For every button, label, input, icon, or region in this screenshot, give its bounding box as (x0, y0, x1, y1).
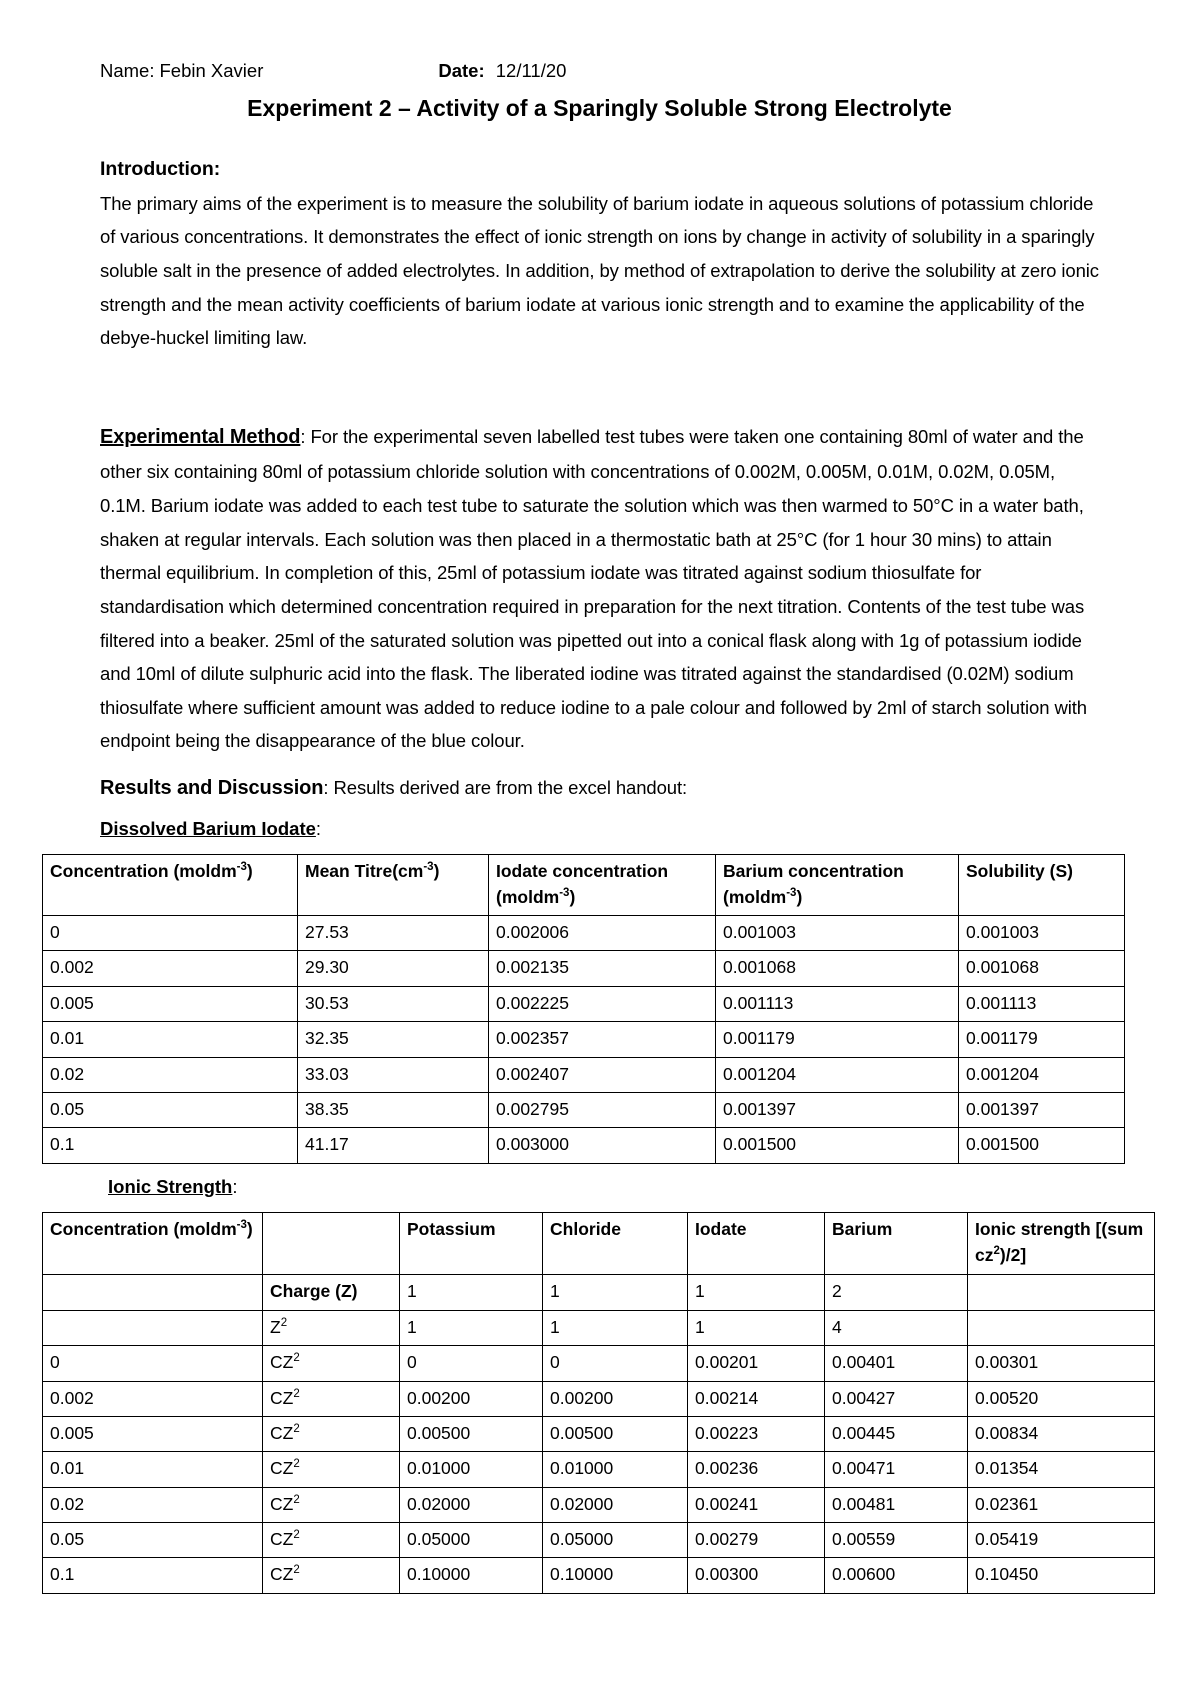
h-sup: -3 (559, 886, 570, 899)
table-row (43, 1558, 1155, 1593)
cell: 0.02000 (543, 1487, 688, 1522)
cell: 0.002357 (489, 1022, 716, 1057)
cell: 0.001500 (716, 1128, 959, 1163)
h-text: Ionic strength [(sum cz (975, 1219, 1144, 1265)
cell: 0 (543, 1346, 688, 1381)
cell: 0.002006 (489, 916, 716, 951)
table2-header-row (43, 1213, 1155, 1275)
cell: 0.00520 (968, 1381, 1155, 1416)
cell: 0.1 (43, 1558, 263, 1593)
cell: 0.02361 (968, 1487, 1155, 1522)
cz-sup: 2 (293, 1423, 300, 1436)
cell: 0.001397 (716, 1092, 959, 1127)
h-tail: )/2] (999, 1244, 1027, 1265)
cell: 0.05000 (400, 1523, 543, 1558)
cell: 1 (543, 1275, 688, 1310)
cz-sup: 2 (293, 1352, 300, 1365)
cz-label (263, 1558, 400, 1593)
cell: 0.02 (43, 1057, 298, 1092)
name-label: Name: (100, 60, 155, 81)
cell: 33.03 (298, 1057, 489, 1092)
table-row (43, 1128, 1125, 1163)
h-text: Barium concentration (moldm (723, 861, 904, 907)
cell: 0.00427 (825, 1381, 968, 1416)
charge-label: Charge (Z) (263, 1275, 400, 1310)
cell: 32.35 (298, 1022, 489, 1057)
cell: 0 (43, 916, 298, 951)
cell: 0.00301 (968, 1346, 1155, 1381)
h-sup: -3 (786, 886, 797, 899)
table-row (43, 951, 1125, 986)
introduction-heading: Introduction: (100, 158, 221, 181)
cell: 0.01000 (543, 1452, 688, 1487)
h-text: Mean Titre(cm (305, 861, 424, 882)
table1-header-row (43, 855, 1125, 916)
h-text: Iodate (695, 1219, 747, 1240)
table2-caption-suffix: : (232, 1175, 238, 1197)
table2-col-barium (825, 1213, 968, 1275)
cell: 0.00401 (825, 1346, 968, 1381)
table1-col-concentration (43, 855, 298, 916)
cell: 0.001397 (959, 1092, 1125, 1127)
table-row (43, 986, 1125, 1021)
cell: 0.10000 (400, 1558, 543, 1593)
cell: 0.001204 (959, 1057, 1125, 1092)
cell: 0.02 (43, 1487, 263, 1522)
cell (43, 1275, 263, 1310)
table1-caption (100, 815, 1105, 843)
table-row (43, 916, 1125, 951)
results-body: Results derived are from the excel handout: (333, 777, 688, 799)
h-text: Potassium (407, 1219, 496, 1240)
table1-col-solubility (959, 855, 1125, 916)
h-text: Chloride (550, 1219, 621, 1240)
ionic-strength-table (42, 1212, 1155, 1593)
dissolved-barium-iodate-table (42, 854, 1125, 1163)
table1-col-mean-titre (298, 855, 489, 916)
document-header (100, 58, 1105, 85)
table-row-zsquared (43, 1310, 1155, 1345)
cell: 0.05000 (543, 1523, 688, 1558)
cell: 0.02000 (400, 1487, 543, 1522)
table1-col-iodate-concentration (489, 855, 716, 916)
cell: 0.003000 (489, 1128, 716, 1163)
cell: 0.00834 (968, 1416, 1155, 1451)
table-row (43, 1022, 1125, 1057)
cell: 0.00241 (688, 1487, 825, 1522)
h-sup: -3 (423, 861, 434, 874)
cz-label (263, 1381, 400, 1416)
method-spacer (100, 758, 1105, 768)
z-sup: 2 (280, 1316, 288, 1329)
h-tail: ) (246, 1219, 253, 1240)
name-value: Febin Xavier (159, 60, 264, 81)
cz-base: CZ (270, 1529, 294, 1550)
date-value: 12/11/20 (495, 60, 567, 81)
cell: 0.00300 (688, 1558, 825, 1593)
table1-col-barium-concentration (716, 855, 959, 916)
z-base: Z (270, 1316, 281, 1337)
method-separator: : (300, 425, 306, 447)
cell: 0.01 (43, 1452, 263, 1487)
cell: 0.002 (43, 1381, 263, 1416)
table-row (43, 1381, 1155, 1416)
method-paragraph (100, 419, 1105, 758)
cell: 1 (543, 1310, 688, 1345)
cell: 0 (43, 1346, 263, 1381)
cell: 0.002407 (489, 1057, 716, 1092)
cz-sup: 2 (293, 1529, 300, 1542)
cell: 0.01000 (400, 1452, 543, 1487)
cell: 0.05 (43, 1523, 263, 1558)
table2-col-chloride (543, 1213, 688, 1275)
h-text: Barium (832, 1219, 893, 1240)
cell: 0.005 (43, 1416, 263, 1451)
h-tail: ) (569, 886, 576, 907)
page-title: Experiment 2 – Activity of a Sparingly Soluble Strong Electrolyte (247, 94, 952, 121)
cell: 0.001003 (716, 916, 959, 951)
cz-base: CZ (270, 1564, 294, 1585)
h-sup: -3 (236, 1219, 247, 1232)
cell: 2 (825, 1275, 968, 1310)
cell: 0.1 (43, 1128, 298, 1163)
method-body: For the experimental seven labelled test tubes were taken one containing 80ml of water and the other six containing 80ml of potassium chloride solution with concentrations of 0.002M, 0.005M, 0.01M, 0.02M, 0.05M, 0.1M. Barium iodate was added to each test tube to saturate the solution which was then warmed to 50°C in a water bath, shaken at regular intervals. Each solution was then placed in a thermostatic bath at 25°C (for 1 hour 30 mins) to attain thermal equilibrium. In completion of this, 25ml of potassium iodate was titrated against sodium thiosulfate for standardisation which determined concentration required in preparation for the next titration. Contents of the test tube was filtered into a beaker. 25ml of the saturated solution was pipetted out into a conical flask along with 1g of potassium iodide and 10ml of dilute sulphuric acid into the flask. The liberated iodine was titrated against the standardised (0.02M) sodium thiosulfate where sufficient amount was added to reduce iodine to a pale colour and followed by 2ml of starch solution with endpoint being the disappearance of the blue colour. (100, 425, 1087, 752)
cz-base: CZ (270, 1493, 294, 1514)
cell: 0.05419 (968, 1523, 1155, 1558)
table1-caption-suffix: : (315, 817, 322, 839)
cz-sup: 2 (293, 1564, 300, 1577)
date-group (438, 58, 566, 85)
h-text: Iodate concentration (moldm (496, 861, 669, 907)
cell: 0.01354 (968, 1452, 1155, 1487)
table2-col-iodate (688, 1213, 825, 1275)
cell: 0.001179 (959, 1022, 1125, 1057)
cell: 0.002225 (489, 986, 716, 1021)
cell: 29.30 (298, 951, 489, 986)
table-row-charge (43, 1275, 1155, 1310)
cell: 0.002135 (489, 951, 716, 986)
cell: 0.00481 (825, 1487, 968, 1522)
cell: 0.00279 (688, 1523, 825, 1558)
cz-base: CZ (270, 1352, 294, 1373)
cell: 0.00200 (543, 1381, 688, 1416)
cz-base: CZ (270, 1387, 294, 1408)
cell: 0.00471 (825, 1452, 968, 1487)
cell: 0.001003 (959, 916, 1125, 951)
table2-col-blank (263, 1213, 400, 1275)
cell: 0.002 (43, 951, 298, 986)
cell: 0.00500 (400, 1416, 543, 1451)
cell: 0.001068 (716, 951, 959, 986)
zsquared-label (263, 1310, 400, 1345)
table-row (43, 1057, 1125, 1092)
h-tail: ) (433, 861, 440, 882)
h-tail: ) (796, 886, 803, 907)
cell: 0.00223 (688, 1416, 825, 1451)
cz-sup: 2 (293, 1458, 300, 1471)
cell: 0.10000 (543, 1558, 688, 1593)
cell: 1 (400, 1275, 543, 1310)
cz-label (263, 1523, 400, 1558)
h-text: Concentration (moldm (50, 861, 237, 882)
results-paragraph (100, 770, 1105, 806)
cell: 0.00200 (400, 1381, 543, 1416)
h-text: Solubility (S) (966, 861, 1073, 882)
cell: 0.00201 (688, 1346, 825, 1381)
cell: 41.17 (298, 1128, 489, 1163)
h-sup: -3 (236, 861, 247, 874)
cell: 0.00214 (688, 1381, 825, 1416)
cell: 0.005 (43, 986, 298, 1021)
cz-label (263, 1346, 400, 1381)
cz-sup: 2 (293, 1387, 300, 1400)
cell: 0.001068 (959, 951, 1125, 986)
results-heading: Results and Discussion (100, 777, 324, 800)
cell: 0.10450 (968, 1558, 1155, 1593)
introduction-body: The primary aims of the experiment is to measure the solubility of barium iodate in aqueous solutions of potassium chloride of various concentrations. It demonstrates the effect of ionic strength on ions by change in activity of solubility in a sparingly soluble salt in the presence of added electrolytes. In addition, by method of extrapolation to derive the solubility at zero ionic strength and the mean activity coefficients of barium iodate at various ionic strength and to examine the applicability of the debye-huckel limiting law. (100, 192, 1099, 349)
cz-sup: 2 (293, 1493, 300, 1506)
cell: 0.001179 (716, 1022, 959, 1057)
table-row (43, 1452, 1155, 1487)
cell: 0.00500 (543, 1416, 688, 1451)
cell: 0.001500 (959, 1128, 1125, 1163)
cell: 0.01 (43, 1022, 298, 1057)
cell: 0.002795 (489, 1092, 716, 1127)
results-separator: : (323, 777, 329, 799)
cell: 1 (688, 1275, 825, 1310)
table2-col-potassium (400, 1213, 543, 1275)
table2-caption-text: Ionic Strength (108, 1175, 233, 1197)
cell: 0.00445 (825, 1416, 968, 1451)
table-row (43, 1487, 1155, 1522)
cell: 0.001204 (716, 1057, 959, 1092)
cell: 4 (825, 1310, 968, 1345)
method-heading: Experimental Method (100, 425, 301, 448)
cell: 0 (400, 1346, 543, 1381)
table-row (43, 1346, 1155, 1381)
cz-base: CZ (270, 1422, 294, 1443)
cell: 1 (400, 1310, 543, 1345)
cell: 0.00236 (688, 1452, 825, 1487)
cell: 0.001113 (959, 986, 1125, 1021)
cell: 38.35 (298, 1092, 489, 1127)
cell: 27.53 (298, 916, 489, 951)
cell: 0.00559 (825, 1523, 968, 1558)
cell (968, 1310, 1155, 1345)
table1-body (43, 916, 1125, 1164)
cz-label (263, 1416, 400, 1451)
table2-col-concentration (43, 1213, 263, 1275)
cell: 1 (688, 1310, 825, 1345)
table1-caption-text: Dissolved Barium Iodate (100, 817, 316, 839)
cell: 0.001113 (716, 986, 959, 1021)
h-text: Concentration (moldm (50, 1219, 237, 1240)
h-tail: ) (246, 861, 253, 882)
table-row (43, 1416, 1155, 1451)
table2-col-ionic-strength (968, 1213, 1155, 1275)
table2-body (43, 1275, 1155, 1593)
cell (968, 1275, 1155, 1310)
cz-label (263, 1487, 400, 1522)
cell: 30.53 (298, 986, 489, 1021)
h-sup: 2 (993, 1244, 1000, 1257)
cz-base: CZ (270, 1458, 294, 1479)
cz-label (263, 1452, 400, 1487)
cell: 0.05 (43, 1092, 298, 1127)
cell: 0.00600 (825, 1558, 968, 1593)
section-spacer (100, 355, 1105, 417)
date-label: Date: (438, 60, 485, 81)
cell (43, 1310, 263, 1345)
table2-caption (100, 1173, 1105, 1201)
table-row (43, 1092, 1125, 1127)
table-row (43, 1523, 1155, 1558)
